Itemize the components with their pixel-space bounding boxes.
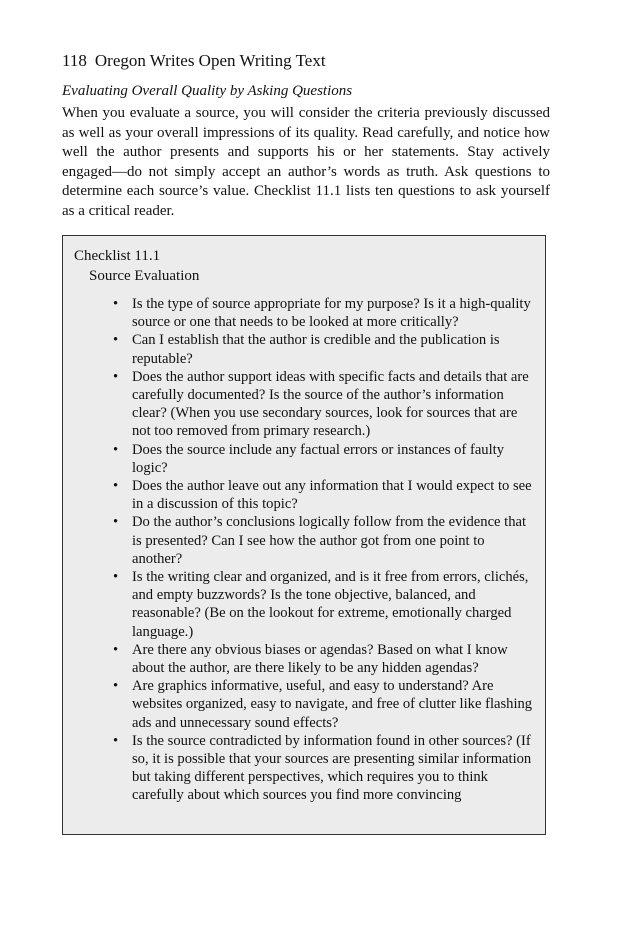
checklist-item-text: Is the writing clear and organized, and is it free from errors, clichés, and empty buzzwords? Is the tone objective, balanced, and reasonable? (Be on the lookout for extreme, emotionally charged language.)	[132, 569, 529, 640]
checklist-item	[113, 568, 536, 641]
bullet-icon: •	[113, 514, 119, 531]
intro-paragraph: When you evaluate a source, you will consider the criteria previously discussed as well as your overall impressions of its quality. Read carefully, and notice how well the author presents and supports his or her statements. Stay actively engaged—do not simply accept an author’s words as truth. Ask questions to determine each source’s value. Checklist 11.1 lists ten questions to ask yourself as a critical reader.	[62, 105, 550, 219]
book-title: Oregon Writes Open Writing Text	[94, 51, 326, 70]
bullet-icon: •	[113, 441, 119, 458]
bullet-icon: •	[113, 569, 119, 586]
checklist-item-text: Does the source include any factual errors or instances of faulty logic?	[132, 441, 504, 476]
bullet-icon: •	[113, 678, 119, 695]
bullet-icon: •	[113, 641, 119, 658]
checklist-item-text: Can I establish that the author is credible and the publication is reputable?	[132, 332, 500, 367]
page-number: 118	[62, 51, 87, 70]
running-head	[62, 50, 550, 74]
checklist-item	[113, 513, 536, 568]
checklist-title: Source Evaluation	[89, 268, 200, 284]
checklist-item	[113, 641, 536, 677]
checklist-item-text: Does the author support ideas with specific facts and details that are carefully documented? Is the source of the author’s information clear? (When you use secondary sources, look for sources that are not too removed from primary research.)	[132, 368, 529, 440]
checklist-item	[113, 732, 536, 805]
checklist-item-text: Are graphics informative, useful, and easy to understand? Are websites organized, easy to navigate, and free of clutter like flashing ads and unnecessary sound effects?	[132, 678, 533, 731]
checklist-item-text: Is the type of source appropriate for my purpose? Is it a high-quality source or one that needs to be looked at more critically?	[132, 296, 531, 331]
bullet-icon: •	[113, 732, 119, 749]
checklist-item	[113, 331, 536, 367]
checklist-item	[113, 477, 536, 513]
checklist-item	[113, 677, 536, 732]
page-body	[62, 50, 550, 221]
bullet-icon: •	[113, 332, 119, 349]
checklist-item	[113, 441, 536, 477]
checklist-box	[62, 235, 546, 835]
checklist-item-text: Does the author leave out any information that I would expect to see in a discussion of this topic?	[132, 478, 532, 513]
checklist-item-text: Is the source contradicted by information found in other sources? (If so, it is possible that your sources are presenting similar information but taking different perspectives, which requires you to think carefully about which sources you find more convincing	[132, 732, 532, 804]
checklist-items	[113, 295, 536, 805]
checklist-item	[113, 368, 536, 441]
bullet-icon: •	[113, 478, 119, 495]
section-heading: Evaluating Overall Quality by Asking Questions	[62, 83, 353, 99]
checklist-item-text: Do the author’s conclusions logically follow from the evidence that is presented? Can I see how the author got from one point to another?	[132, 514, 527, 567]
checklist-item-text: Are there any obvious biases or agendas? Based on what I know about the author, are there likely to be any hidden agendas?	[132, 641, 508, 677]
bullet-icon: •	[113, 368, 119, 385]
bullet-icon: •	[113, 296, 119, 312]
checklist-item	[113, 295, 536, 331]
checklist-label: Checklist 11.1	[74, 248, 161, 264]
